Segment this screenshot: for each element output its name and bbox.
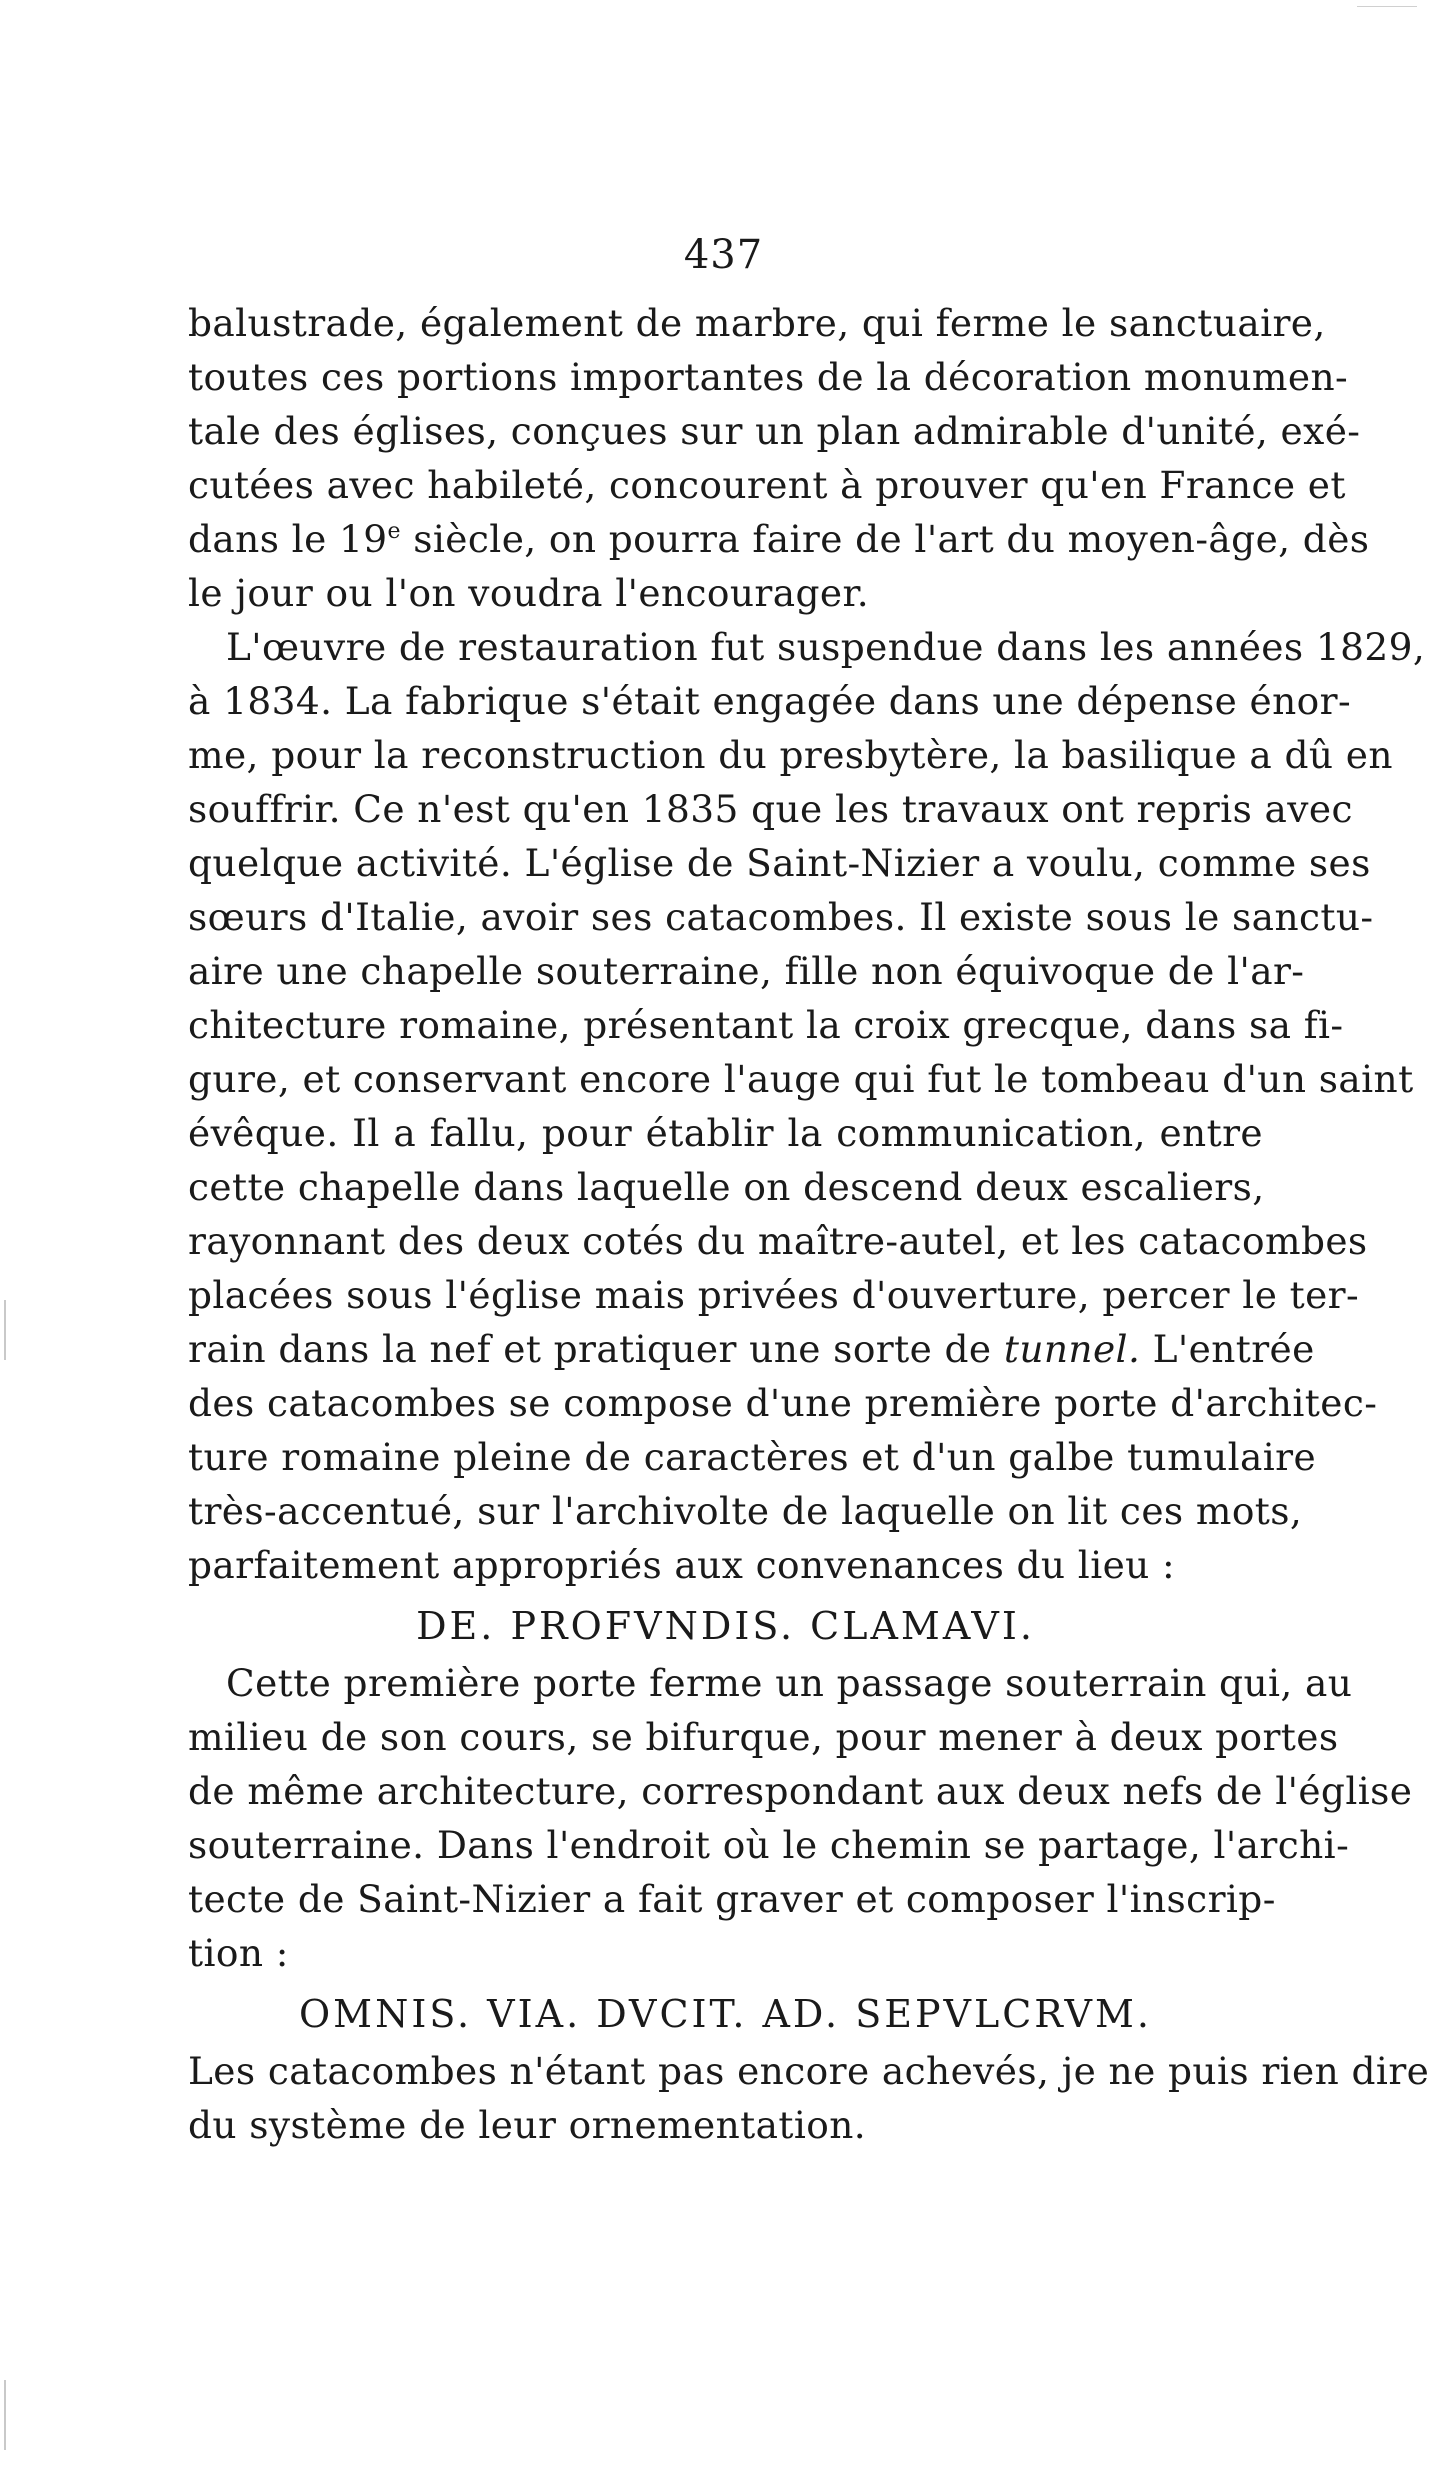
text-line: cette chapelle dans laquelle on descend deux escaliers, — [188, 1165, 1265, 1209]
text-line: toutes ces portions importantes de la décoration monumen- — [188, 355, 1349, 399]
superscript: e — [387, 519, 401, 544]
text-line: tecte de Saint-Nizier a fait graver et composer l'inscrip- — [188, 1877, 1276, 1921]
text-line: me, pour la reconstruction du presbytère, la basilique a dû en — [188, 733, 1393, 777]
text-line: parfaitement appropriés aux convenances du lieu : — [188, 1543, 1176, 1587]
text-line: de même architecture, correspondant aux deux nefs de l'église — [188, 1769, 1413, 1813]
text-fragment: dans le 19 — [188, 517, 388, 561]
text-line: chitecture romaine, présentant la croix grecque, dans sa fi- — [188, 1003, 1344, 1047]
text-line: gure, et conservant encore l'auge qui fut le tombeau d'un saint — [188, 1057, 1414, 1101]
text-line: tale des églises, conçues sur un plan admirable d'unité, exé- — [188, 409, 1361, 453]
text-line: à 1834. La fabrique s'était engagée dans une dépense énor- — [188, 679, 1352, 723]
scan-margin-mark — [4, 2380, 6, 2450]
text-line: évêque. Il a fallu, pour établir la communication, entre — [188, 1111, 1263, 1155]
scan-top-rule — [1357, 6, 1417, 7]
text-line: des catacombes se compose d'une première porte d'architec- — [188, 1381, 1378, 1425]
text-line: rayonnant des deux cotés du maître-autel, et les catacombes — [188, 1219, 1368, 1263]
text-line: le jour ou l'on voudra l'encourager. — [188, 571, 870, 615]
text-fragment: L'entrée — [1152, 1327, 1315, 1371]
inscription-de-profundis: DE. PROFVNDIS. CLAMAVI. — [416, 1604, 1035, 1648]
text-line: ture romaine pleine de caractères et d'un galbe tumulaire — [188, 1435, 1317, 1479]
text-fragment: siècle, on pourra faire de l'art du moyen-âge, dès — [413, 517, 1370, 561]
text-line — [188, 512, 1370, 566]
text-line: aire une chapelle souterraine, fille non équivoque de l'ar- — [188, 949, 1305, 993]
text-line: très-accentué, sur l'archivolte de laquelle on lit ces mots, — [188, 1489, 1303, 1533]
text-line: quelque activité. L'église de Saint-Nizier a voulu, comme ses — [188, 841, 1371, 885]
paragraph-start: Cette première porte ferme un passage souterrain qui, au — [226, 1661, 1353, 1705]
text-line: placées sous l'église mais privées d'ouverture, percer le ter- — [188, 1273, 1360, 1317]
italic-word: tunnel. — [1003, 1327, 1141, 1371]
text-line: Les catacombes n'étant pas encore achevés, je ne puis rien dire — [188, 2049, 1430, 2093]
text-line: balustrade, également de marbre, qui ferme le sanctuaire, — [188, 301, 1326, 345]
text-line: milieu de son cours, se bifurque, pour mener à deux portes — [188, 1715, 1339, 1759]
text-line — [188, 1322, 1315, 1376]
paragraph-start: L'œuvre de restauration fut suspendue dans les années 1829, — [226, 625, 1426, 669]
text-line: du système de leur ornementation. — [188, 2103, 867, 2147]
inscription-omnis-via: OMNIS. VIA. DVCIT. AD. SEPVLCRVM. — [299, 1992, 1152, 2036]
body-text — [188, 296, 1430, 2152]
text-fragment: rain dans la nef et pratiquer une sorte de — [188, 1327, 992, 1371]
text-line: tion : — [188, 1931, 289, 1975]
scan-margin-mark — [4, 1300, 6, 1360]
text-line: souterraine. Dans l'endroit où le chemin se partage, l'archi- — [188, 1823, 1350, 1867]
text-line: souffrir. Ce n'est qu'en 1835 que les travaux ont repris avec — [188, 787, 1353, 831]
page-number: 437 — [683, 232, 764, 278]
text-line: sœurs d'Italie, avoir ses catacombes. Il existe sous le sanctu- — [188, 895, 1374, 939]
text-line: cutées avec habileté, concourent à prouver qu'en France et — [188, 463, 1346, 507]
